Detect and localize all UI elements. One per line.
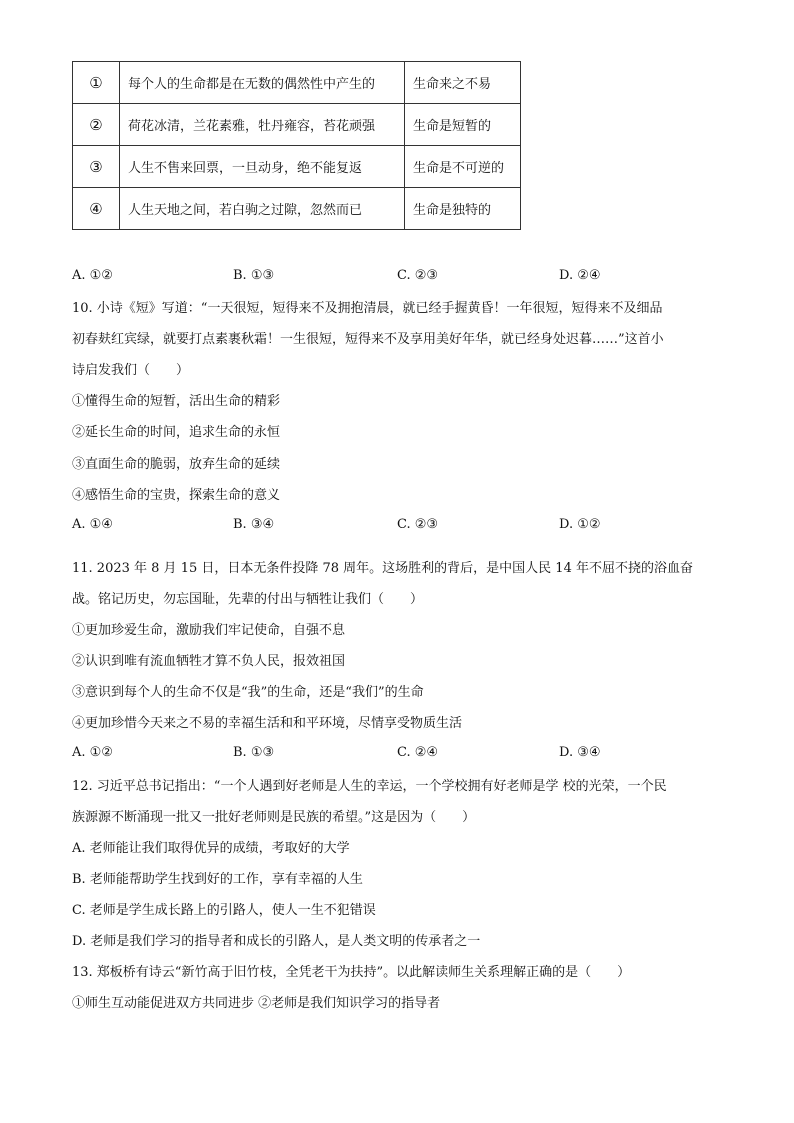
question-9-table (72, 61, 521, 230)
question-10-item: ④感悟生命的宝贵，探索生命的意义 (72, 488, 281, 503)
question-11-item: ③意识到每个人的生命不仅是“我”的生命，还是“我们”的生命 (72, 685, 424, 700)
row-number: ② (73, 104, 120, 146)
question-12-stem: 族源源不断涌现一批又一批好老师则是民族的希望。”这是因为（ ） (72, 810, 476, 825)
row-number: ③ (73, 146, 120, 188)
question-11-stem: 战。铭记历史，勿忘国耻，先辈的付出与牺牲让我们（ ） (72, 592, 424, 607)
question-10-item: ②延长生命的时间，追求生命的永恒 (72, 425, 281, 440)
option-a[interactable]: A. ①④ (72, 517, 113, 532)
question-11-item: ②认识到唯有流血牺牲才算不负人民，报效祖国 (72, 654, 346, 669)
option-b[interactable]: B. ③④ (233, 517, 275, 532)
question-9-options (72, 268, 732, 288)
option-b[interactable]: B. ①③ (233, 268, 275, 283)
option-b[interactable]: B. ①③ (233, 745, 275, 760)
question-10-stem: 诗启发我们（ ） (72, 363, 190, 378)
option-c[interactable]: C. ②③ (397, 268, 439, 283)
option-c[interactable]: C. ②④ (397, 745, 439, 760)
row-result: 生命是独特的 (405, 188, 521, 230)
table-row (73, 62, 521, 104)
option-b[interactable]: B. 老师能帮助学生找到好的工作，享有幸福的人生 (72, 872, 363, 887)
row-result: 生命是不可逆的 (405, 146, 521, 188)
question-11-stem: 11. 2023 年 8 月 15 日，日本无条件投降 78 周年。这场胜利的背后，是中国人民 14 年不屈不挠的浴血奋 (72, 561, 693, 576)
question-11-options (72, 745, 732, 765)
question-10-item: ①懂得生命的短暂，活出生命的精彩 (72, 394, 281, 409)
option-a[interactable]: A. ①② (72, 268, 113, 283)
option-d[interactable]: D. ③④ (559, 745, 601, 760)
option-c[interactable]: C. 老师是学生成长路上的引路人，使人一生不犯错误 (72, 903, 376, 918)
question-11-item: ①更加珍爱生命，激励我们牢记使命，自强不息 (72, 623, 346, 638)
question-10-options (72, 517, 732, 537)
row-result: 生命来之不易 (405, 62, 521, 104)
question-10-stem: 初春麸红宾绿，就要打点素裹秋霜！一生很短，短得来不及享用美好年华，就已经身处迟暮……”这首小 (72, 332, 664, 347)
table-row (73, 146, 521, 188)
question-13-items: ①师生互动能促进双方共同进步 ②老师是我们知识学习的指导者 (72, 996, 441, 1011)
option-a[interactable]: A. 老师能让我们取得优异的成绩，考取好的大学 (72, 841, 350, 856)
question-11-item: ④更加珍惜今天来之不易的幸福生活和和平环境，尽情享受物质生活 (72, 716, 463, 731)
table-row (73, 188, 521, 230)
table-row (73, 104, 521, 146)
option-d[interactable]: D. ②④ (559, 268, 601, 283)
option-d[interactable]: D. 老师是我们学习的指导者和成长的引路人，是人类文明的传承者之一 (72, 934, 481, 949)
row-number: ④ (73, 188, 120, 230)
row-text: 人生不售来回票，一旦动身，绝不能复返 (120, 146, 405, 188)
row-text: 人生天地之间，若白驹之过隙，忽然而已 (120, 188, 405, 230)
option-c[interactable]: C. ②③ (397, 517, 439, 532)
row-number: ① (73, 62, 120, 104)
row-text: 每个人的生命都是在无数的偶然性中产生的 (120, 62, 405, 104)
option-a[interactable]: A. ①② (72, 745, 113, 760)
question-10-stem: 10. 小诗《短》写道：“一天很短，短得来不及拥抱清晨，就已经手握黄昏！一年很短，短得来不及细品 (72, 301, 663, 316)
row-text: 荷花冰清，兰花素雅，牡丹雍容，苔花顽强 (120, 104, 405, 146)
question-12-stem: 12. 习近平总书记指出：“一个人遇到好老师是人生的幸运，一个学校拥有好老师是学 校的光荣，一个民 (72, 779, 667, 794)
option-d[interactable]: D. ①② (559, 517, 601, 532)
question-10-item: ③直面生命的脆弱，放弃生命的延续 (72, 457, 281, 472)
question-13-stem: 13. 郑板桥有诗云“新竹高于旧竹枝，全凭老干为扶持”。以此解读师生关系理解正确的是（ ） (72, 965, 631, 980)
row-result: 生命是短暂的 (405, 104, 521, 146)
